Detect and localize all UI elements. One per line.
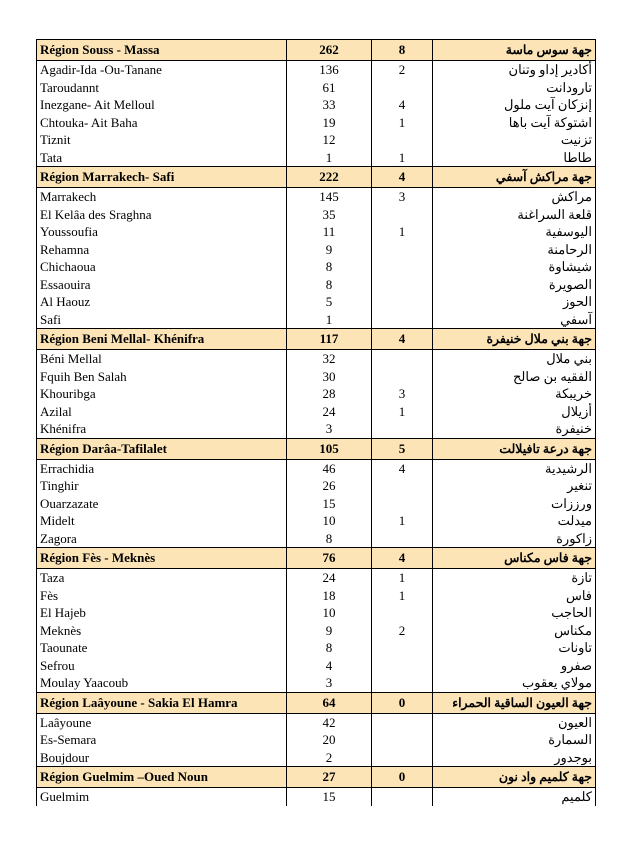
province-extra: 1 <box>372 223 433 241</box>
province-row <box>37 657 596 675</box>
province-total: 8 <box>287 530 372 548</box>
province-name: Sefrou <box>37 657 287 675</box>
province-row <box>37 293 596 311</box>
province-total: 10 <box>287 604 372 622</box>
region-extra: 4 <box>372 548 433 569</box>
province-name: Fès <box>37 587 287 605</box>
province-name-arabic: الرشيدية <box>433 459 596 477</box>
province-name-arabic: تنغير <box>433 477 596 495</box>
province-name: Laâyoune <box>37 713 287 731</box>
region-name: Région Marrakech- Safi <box>37 167 287 188</box>
province-name-arabic: مكناس <box>433 622 596 640</box>
region-name: Région Laâyoune - Sakia El Hamra <box>37 692 287 713</box>
province-extra: 1 <box>372 512 433 530</box>
province-name-arabic: صفرو <box>433 657 596 675</box>
region-total: 262 <box>287 40 372 61</box>
province-total: 8 <box>287 276 372 294</box>
province-name: Boujdour <box>37 749 287 767</box>
province-name-arabic: شيشاوة <box>433 258 596 276</box>
province-row <box>37 459 596 477</box>
province-total: 32 <box>287 350 372 368</box>
province-name-arabic: بني ملال <box>433 350 596 368</box>
province-extra <box>372 350 433 368</box>
region-name: Région Guelmim –Oued Noun <box>37 767 287 788</box>
province-total: 2 <box>287 749 372 767</box>
province-extra <box>372 131 433 149</box>
province-extra: 4 <box>372 96 433 114</box>
province-extra <box>372 258 433 276</box>
province-row <box>37 403 596 421</box>
regional-statistics-table <box>36 39 596 806</box>
region-header-row <box>37 692 596 713</box>
table-body <box>37 40 596 806</box>
province-name: Chichaoua <box>37 258 287 276</box>
province-extra <box>372 276 433 294</box>
province-total: 18 <box>287 587 372 605</box>
region-name-arabic: جهة بني ملال خنيفرة <box>433 329 596 350</box>
province-total: 15 <box>287 495 372 513</box>
province-extra <box>372 311 433 329</box>
province-row <box>37 79 596 97</box>
province-name-arabic: الحاجب <box>433 604 596 622</box>
province-name: Fquih Ben Salah <box>37 368 287 386</box>
province-row <box>37 276 596 294</box>
province-row <box>37 622 596 640</box>
province-name: Tiznit <box>37 131 287 149</box>
province-name: Agadir-Ida -Ou-Tanane <box>37 61 287 79</box>
region-extra: 8 <box>372 40 433 61</box>
province-name: El Kelâa des Sraghna <box>37 206 287 224</box>
province-extra: 3 <box>372 385 433 403</box>
province-extra <box>372 530 433 548</box>
province-name-arabic: زاكورة <box>433 530 596 548</box>
province-name-arabic: بوجدور <box>433 749 596 767</box>
province-name-arabic: كلميم <box>433 788 596 806</box>
province-total: 9 <box>287 622 372 640</box>
province-row <box>37 788 596 806</box>
province-total: 12 <box>287 131 372 149</box>
province-name: Safi <box>37 311 287 329</box>
province-name: Tata <box>37 149 287 167</box>
province-extra: 1 <box>372 569 433 587</box>
province-extra <box>372 495 433 513</box>
region-name: Région Darâa-Tafilalet <box>37 438 287 459</box>
province-row <box>37 512 596 530</box>
province-name: Moulay Yaacoub <box>37 674 287 692</box>
province-total: 28 <box>287 385 372 403</box>
province-row <box>37 477 596 495</box>
province-name: Azilal <box>37 403 287 421</box>
province-name-arabic: خريبكة <box>433 385 596 403</box>
province-name-arabic: طاطا <box>433 149 596 167</box>
province-row <box>37 639 596 657</box>
province-total: 46 <box>287 459 372 477</box>
province-extra <box>372 79 433 97</box>
province-name-arabic: فاس <box>433 587 596 605</box>
province-total: 4 <box>287 657 372 675</box>
province-total: 19 <box>287 114 372 132</box>
province-extra <box>372 604 433 622</box>
region-name: Région Souss - Massa <box>37 40 287 61</box>
province-row <box>37 674 596 692</box>
region-header-row <box>37 167 596 188</box>
province-row <box>37 131 596 149</box>
province-total: 61 <box>287 79 372 97</box>
province-name-arabic: تزنيت <box>433 131 596 149</box>
region-name-arabic: جهة كلميم واد نون <box>433 767 596 788</box>
province-row <box>37 223 596 241</box>
province-total: 26 <box>287 477 372 495</box>
province-extra: 3 <box>372 188 433 206</box>
province-total: 30 <box>287 368 372 386</box>
province-total: 1 <box>287 311 372 329</box>
region-extra: 0 <box>372 692 433 713</box>
province-total: 5 <box>287 293 372 311</box>
province-name-arabic: الصويرة <box>433 276 596 294</box>
province-row <box>37 206 596 224</box>
province-row <box>37 713 596 731</box>
province-extra <box>372 206 433 224</box>
province-total: 11 <box>287 223 372 241</box>
province-name-arabic: الحوز <box>433 293 596 311</box>
province-name-arabic: مراكش <box>433 188 596 206</box>
province-total: 24 <box>287 569 372 587</box>
province-name: Al Haouz <box>37 293 287 311</box>
province-row <box>37 311 596 329</box>
region-name-arabic: جهة درعة تافيلالت <box>433 438 596 459</box>
province-name: Taroudannt <box>37 79 287 97</box>
region-header-row <box>37 40 596 61</box>
province-name-arabic: الفقيه بن صالح <box>433 368 596 386</box>
province-name: Zagora <box>37 530 287 548</box>
province-extra <box>372 713 433 731</box>
province-name-arabic: تازة <box>433 569 596 587</box>
province-name-arabic: إنزكان آيت ملول <box>433 96 596 114</box>
province-total: 8 <box>287 639 372 657</box>
province-total: 136 <box>287 61 372 79</box>
province-name: Ouarzazate <box>37 495 287 513</box>
province-name-arabic: اليوسفية <box>433 223 596 241</box>
region-name: Région Fès - Meknès <box>37 548 287 569</box>
province-name: Taza <box>37 569 287 587</box>
region-name: Région Beni Mellal- Khénifra <box>37 329 287 350</box>
province-name-arabic: السمارة <box>433 731 596 749</box>
province-total: 9 <box>287 241 372 259</box>
province-row <box>37 587 596 605</box>
province-name-arabic: العيون <box>433 713 596 731</box>
province-extra <box>372 657 433 675</box>
province-extra: 1 <box>372 114 433 132</box>
region-total: 105 <box>287 438 372 459</box>
province-total: 15 <box>287 788 372 806</box>
province-name-arabic: تاونات <box>433 639 596 657</box>
province-row <box>37 731 596 749</box>
province-row <box>37 749 596 767</box>
province-name: Khouribga <box>37 385 287 403</box>
province-extra <box>372 293 433 311</box>
province-name: Youssoufia <box>37 223 287 241</box>
province-extra <box>372 788 433 806</box>
province-name: Inezgane- Ait Melloul <box>37 96 287 114</box>
province-total: 8 <box>287 258 372 276</box>
province-total: 10 <box>287 512 372 530</box>
province-row <box>37 420 596 438</box>
province-total: 20 <box>287 731 372 749</box>
province-extra <box>372 639 433 657</box>
province-name-arabic: ورززات <box>433 495 596 513</box>
region-name-arabic: جهة العيون الساقية الحمراء <box>433 692 596 713</box>
region-header-row <box>37 548 596 569</box>
province-row <box>37 368 596 386</box>
province-name-arabic: الرحامنة <box>433 241 596 259</box>
province-row <box>37 188 596 206</box>
province-row <box>37 604 596 622</box>
province-extra: 1 <box>372 587 433 605</box>
province-name: Marrakech <box>37 188 287 206</box>
region-total: 222 <box>287 167 372 188</box>
province-total: 33 <box>287 96 372 114</box>
province-name-arabic: تارودانت <box>433 79 596 97</box>
region-extra: 4 <box>372 329 433 350</box>
province-extra <box>372 241 433 259</box>
region-extra: 5 <box>372 438 433 459</box>
province-extra: 2 <box>372 622 433 640</box>
province-name-arabic: ميدلت <box>433 512 596 530</box>
region-extra: 0 <box>372 767 433 788</box>
province-name: Chtouka- Ait Baha <box>37 114 287 132</box>
region-extra: 4 <box>372 167 433 188</box>
region-total: 117 <box>287 329 372 350</box>
province-name: Errachidia <box>37 459 287 477</box>
region-name-arabic: جهة مراكش آسفي <box>433 167 596 188</box>
region-total: 64 <box>287 692 372 713</box>
province-name: Béni Mellal <box>37 350 287 368</box>
province-extra: 2 <box>372 61 433 79</box>
province-name-arabic: خنيفرة <box>433 420 596 438</box>
province-row <box>37 258 596 276</box>
province-total: 24 <box>287 403 372 421</box>
province-total: 1 <box>287 149 372 167</box>
province-name: Rehamna <box>37 241 287 259</box>
province-row <box>37 350 596 368</box>
province-total: 42 <box>287 713 372 731</box>
region-total: 27 <box>287 767 372 788</box>
province-name-arabic: اشتوكة آيت باها <box>433 114 596 132</box>
region-header-row <box>37 329 596 350</box>
province-row <box>37 530 596 548</box>
province-name: El Hajeb <box>37 604 287 622</box>
province-extra: 1 <box>372 149 433 167</box>
province-total: 3 <box>287 420 372 438</box>
province-total: 145 <box>287 188 372 206</box>
region-total: 76 <box>287 548 372 569</box>
province-row <box>37 495 596 513</box>
province-name: Meknès <box>37 622 287 640</box>
province-name: Tinghir <box>37 477 287 495</box>
province-total: 35 <box>287 206 372 224</box>
province-extra <box>372 749 433 767</box>
province-extra: 1 <box>372 403 433 421</box>
province-row <box>37 569 596 587</box>
province-name: Taounate <box>37 639 287 657</box>
region-name-arabic: جهة فاس مكناس <box>433 548 596 569</box>
region-name-arabic: جهة سوس ماسة <box>433 40 596 61</box>
province-extra <box>372 420 433 438</box>
province-extra <box>372 731 433 749</box>
province-name-arabic: أزيلال <box>433 403 596 421</box>
province-name-arabic: آسفي <box>433 311 596 329</box>
province-row <box>37 61 596 79</box>
province-name: Khénifra <box>37 420 287 438</box>
province-name: Guelmim <box>37 788 287 806</box>
province-name-arabic: مولاي يعقوب <box>433 674 596 692</box>
province-name: Midelt <box>37 512 287 530</box>
province-name-arabic: قلعة السراغنة <box>433 206 596 224</box>
province-row <box>37 96 596 114</box>
region-header-row <box>37 438 596 459</box>
province-extra <box>372 477 433 495</box>
province-total: 3 <box>287 674 372 692</box>
province-extra <box>372 674 433 692</box>
province-extra <box>372 368 433 386</box>
province-name: Essaouira <box>37 276 287 294</box>
province-row <box>37 114 596 132</box>
province-row <box>37 149 596 167</box>
province-name: Es-Semara <box>37 731 287 749</box>
province-row <box>37 385 596 403</box>
province-extra: 4 <box>372 459 433 477</box>
province-row <box>37 241 596 259</box>
region-header-row <box>37 767 596 788</box>
province-name-arabic: أكادير إداو وتنان <box>433 61 596 79</box>
